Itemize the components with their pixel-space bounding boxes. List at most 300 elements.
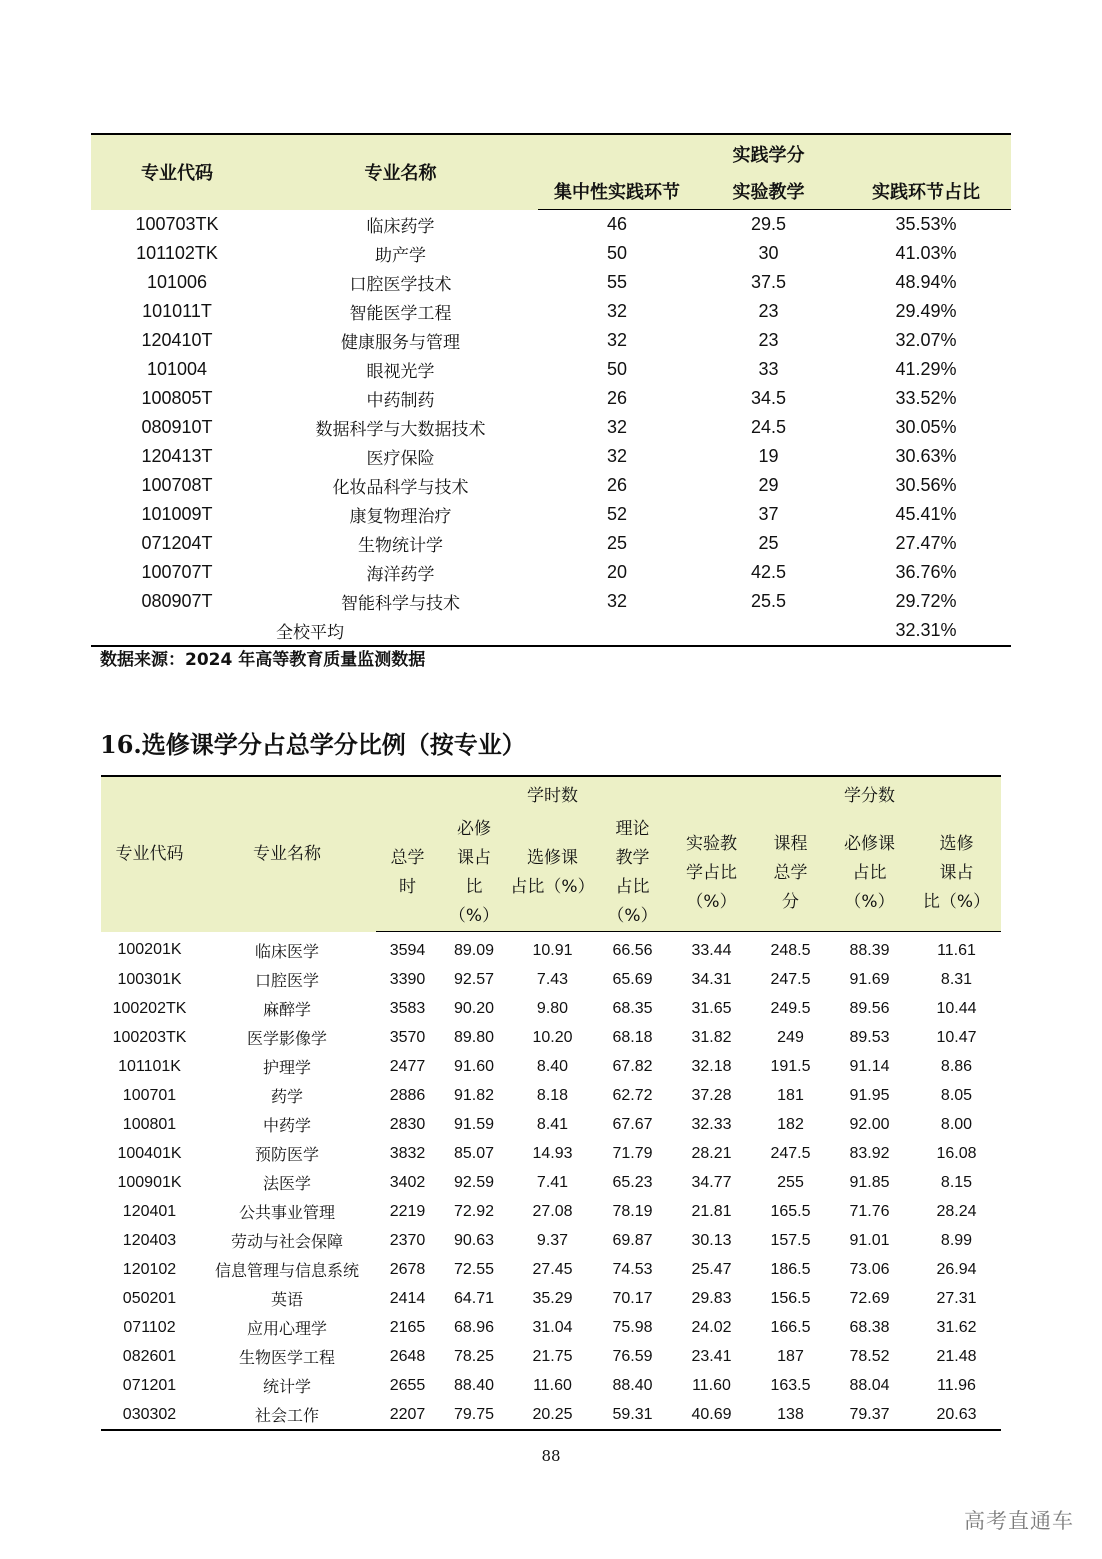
- elective-credit-pct-cell: 27.31: [936, 1289, 977, 1307]
- header-required-hours-pct: [439, 815, 509, 932]
- table-row: [101, 1081, 1001, 1110]
- experiment-pct-cell: 31.82: [691, 1028, 732, 1046]
- required-pct-cell: 68.96: [453, 1318, 495, 1336]
- required-credit-pct-cell: 91.69: [849, 970, 890, 988]
- major-code-cell: 101006: [146, 272, 208, 292]
- code-cell: 120403: [122, 1231, 177, 1249]
- average-row: [91, 616, 1011, 646]
- major-code-cell: 101009T: [141, 504, 213, 524]
- data-source-note: 数据来源：2024 年高等教育质量监测数据: [100, 650, 426, 670]
- table-row: [91, 558, 1011, 587]
- major-code-cell: 100703TK: [135, 213, 219, 234]
- elective-pct-cell: 9.37: [536, 1231, 569, 1249]
- experiment-cell: 29: [758, 475, 779, 495]
- code-cell: 071201: [122, 1376, 177, 1394]
- total-credits-cell: 186.5: [770, 1260, 811, 1278]
- experiment-pct-cell: 33.44: [691, 941, 732, 959]
- required-pct-cell: 89.80: [453, 1028, 495, 1046]
- page-number: 88: [541, 1447, 561, 1465]
- major-name-cell: 眼视光学: [366, 362, 435, 382]
- major-name-cell: 医疗保险: [366, 449, 435, 469]
- experiment-pct-cell: 37.28: [691, 1086, 732, 1104]
- elective-pct-cell: 9.80: [536, 999, 569, 1017]
- name-cell: 临床医学: [254, 941, 319, 961]
- required-credit-pct-cell: 79.37: [849, 1405, 890, 1423]
- theory-pct-cell: 88.40: [612, 1376, 653, 1394]
- ratio-cell: 33.52%: [895, 388, 957, 408]
- header-line: 选修课: [527, 848, 578, 868]
- elective-pct-cell: 27.45: [532, 1260, 573, 1278]
- total-credits-cell: 187: [777, 1347, 804, 1365]
- elective-credit-pct-cell: 8.99: [940, 1231, 973, 1249]
- section-heading: [100, 725, 526, 760]
- table-row: [101, 1052, 1001, 1081]
- required-credit-pct-cell: 83.92: [849, 1144, 890, 1162]
- table-row: [101, 1400, 1001, 1430]
- header-line: 课占: [457, 848, 491, 868]
- required-credit-pct-cell: 91.14: [849, 1057, 890, 1075]
- elective-pct-cell: 8.41: [536, 1115, 569, 1133]
- elective-pct-cell: 27.08: [532, 1202, 573, 1220]
- concentrated-cell: 50: [606, 359, 628, 379]
- experiment-pct-cell: 40.69: [691, 1405, 732, 1423]
- header-experiment-pct: [669, 815, 754, 932]
- experiment-cell: 23: [758, 330, 779, 350]
- experiment-cell: 25.5: [750, 591, 787, 611]
- header-line: 实验教: [686, 833, 737, 854]
- theory-pct-cell: 62.72: [612, 1086, 653, 1104]
- header-line: 课程: [773, 833, 808, 854]
- name-cell: 预防医学: [254, 1145, 319, 1164]
- table-row: [91, 587, 1011, 616]
- table-row: [101, 1226, 1001, 1255]
- name-cell: 护理学: [262, 1058, 311, 1077]
- required-pct-cell: 90.20: [453, 999, 495, 1017]
- table-row: [91, 384, 1011, 413]
- header-total-credits: [754, 815, 827, 932]
- elective-credit-pct-cell: 8.86: [940, 1057, 973, 1075]
- ratio-cell: 36.76%: [895, 562, 957, 582]
- required-credit-pct-cell: 73.06: [849, 1260, 890, 1278]
- elective-pct-cell: 35.29: [532, 1289, 573, 1307]
- code-cell: 120102: [122, 1260, 177, 1278]
- total-credits-cell: 165.5: [770, 1202, 811, 1220]
- major-code-cell: 100707T: [141, 562, 213, 582]
- total-credits-cell: 191.5: [770, 1057, 811, 1075]
- header-line: （%）: [448, 906, 500, 926]
- ratio-cell: 30.05%: [895, 417, 957, 437]
- total-hours-cell: 2219: [389, 1202, 426, 1220]
- ratio-cell: 32.07%: [895, 330, 957, 350]
- code-cell: 100901K: [117, 1173, 182, 1191]
- experiment-pct-cell: 28.21: [691, 1144, 732, 1162]
- name-cell: 法医学: [262, 1174, 311, 1193]
- table-row: [101, 1313, 1001, 1342]
- theory-pct-cell: 70.17: [612, 1289, 653, 1307]
- major-name-cell: 临床药学: [366, 216, 435, 237]
- major-code-cell: 120413T: [141, 446, 213, 466]
- theory-pct-cell: 65.69: [612, 970, 653, 988]
- code-cell: 030302: [122, 1405, 177, 1423]
- ratio-cell: 48.94%: [895, 272, 957, 292]
- header-line: 必修: [457, 819, 491, 839]
- required-pct-cell: 64.71: [453, 1289, 495, 1307]
- elective-credit-pct-cell: 11.61: [937, 941, 976, 959]
- header-major-name: 专业名称: [198, 776, 376, 932]
- header-line: 理论: [615, 819, 650, 839]
- major-code-cell: 120410T: [141, 330, 213, 350]
- experiment-cell: 34.5: [750, 388, 787, 408]
- major-name-cell: 智能科学与技术: [341, 594, 460, 614]
- experiment-cell: 25: [758, 533, 779, 553]
- elective-credit-pct-cell: 20.63: [936, 1405, 977, 1423]
- table-row: [91, 355, 1011, 384]
- required-pct-cell: 91.60: [453, 1057, 495, 1075]
- elective-credit-pct-cell: 10.47: [936, 1028, 977, 1046]
- ratio-cell: 29.49%: [895, 301, 957, 321]
- required-pct-cell: 90.63: [453, 1231, 495, 1249]
- theory-pct-cell: 65.23: [612, 1173, 653, 1191]
- elective-pct-cell: 7.41: [536, 1173, 569, 1191]
- total-hours-cell: 3583: [389, 999, 426, 1017]
- required-credit-pct-cell: 89.53: [849, 1028, 890, 1046]
- table-row: [91, 297, 1011, 326]
- total-hours-cell: 2886: [389, 1086, 426, 1104]
- required-credit-pct-cell: 92.00: [849, 1115, 890, 1133]
- table-row: [101, 1023, 1001, 1052]
- major-name-cell: 康复物理治疗: [349, 507, 452, 527]
- concentrated-cell: 32: [606, 301, 628, 321]
- name-cell: 劳动与社会保障: [230, 1232, 343, 1251]
- table-row: [101, 1168, 1001, 1197]
- required-pct-cell: 92.59: [453, 1173, 495, 1191]
- concentrated-cell: 32: [606, 591, 628, 611]
- experiment-pct-cell: 32.33: [691, 1115, 732, 1133]
- ratio-cell: 45.41%: [895, 504, 957, 524]
- required-pct-cell: 72.55: [453, 1260, 495, 1278]
- major-name-cell: 智能医学工程: [349, 304, 452, 324]
- header-practice-credits: 实践学分: [696, 134, 841, 173]
- major-name-cell: 助产学: [375, 246, 426, 266]
- total-hours-cell: 2477: [389, 1057, 426, 1075]
- total-hours-cell: 3390: [389, 970, 426, 988]
- table-row: [91, 268, 1011, 297]
- elective-pct-cell: 8.18: [536, 1086, 569, 1104]
- theory-pct-cell: 68.35: [612, 999, 653, 1017]
- required-credit-pct-cell: 78.52: [849, 1347, 890, 1365]
- required-pct-cell: 85.07: [453, 1144, 495, 1162]
- concentrated-cell: 50: [606, 243, 628, 263]
- experiment-pct-cell: 25.47: [691, 1260, 732, 1278]
- major-code-cell: 101004: [146, 359, 208, 379]
- required-pct-cell: 78.25: [453, 1347, 495, 1365]
- ratio-cell: 30.63%: [895, 446, 957, 466]
- table-row: [101, 1255, 1001, 1284]
- elective-pct-cell: 14.93: [532, 1144, 573, 1162]
- total-credits-cell: 182: [777, 1115, 804, 1133]
- theory-pct-cell: 67.67: [612, 1115, 653, 1133]
- code-cell: 082601: [122, 1347, 177, 1365]
- experiment-pct-cell: 30.13: [691, 1231, 732, 1249]
- major-code-cell: 071204T: [141, 533, 213, 553]
- total-credits-cell: 247.5: [770, 970, 811, 988]
- code-cell: 100203TK: [112, 1028, 187, 1046]
- theory-pct-cell: 78.19: [612, 1202, 653, 1220]
- ratio-cell: 41.29%: [895, 359, 957, 379]
- theory-pct-cell: 76.59: [612, 1347, 653, 1365]
- experiment-pct-cell: 31.65: [691, 999, 732, 1017]
- ratio-cell: 27.47%: [895, 533, 957, 553]
- code-cell: 071102: [123, 1318, 176, 1336]
- required-pct-cell: 72.92: [453, 1202, 495, 1220]
- table-row: [101, 932, 1001, 966]
- header-line: 占比（%）: [510, 877, 595, 897]
- theory-pct-cell: 71.79: [612, 1144, 653, 1162]
- major-code-cell: 101011T: [142, 301, 212, 321]
- table-row: [91, 326, 1011, 355]
- elective-credits-table: [101, 775, 1001, 1431]
- table-row: [101, 1197, 1001, 1226]
- table-row: [101, 1139, 1001, 1168]
- elective-pct-cell: 20.25: [532, 1405, 573, 1423]
- name-cell: 口腔医学: [254, 971, 319, 990]
- practice-credits-table: [91, 133, 1011, 647]
- experiment-cell: 29.5: [750, 214, 787, 234]
- table-row: [91, 529, 1011, 558]
- total-hours-cell: 2414: [389, 1289, 426, 1307]
- header-concentrated-practice: 集中性实践环节: [538, 173, 696, 210]
- total-credits-cell: 163.5: [770, 1376, 811, 1394]
- name-cell: 生物医学工程: [238, 1348, 335, 1367]
- header-line: 分: [782, 891, 799, 912]
- total-credits-cell: 248.5: [770, 941, 811, 959]
- average-label: 全校平均: [276, 623, 344, 643]
- required-pct-cell: 91.59: [453, 1115, 495, 1133]
- header-major-code: 专业代码: [101, 776, 198, 932]
- table-row: [91, 210, 1011, 240]
- required-credit-pct-cell: 71.76: [849, 1202, 890, 1220]
- code-cell: 100701: [122, 1086, 177, 1104]
- required-pct-cell: 89.09: [453, 941, 495, 959]
- header-elective-credits-pct: [912, 815, 1001, 932]
- total-hours-cell: 3832: [389, 1144, 426, 1162]
- elective-pct-cell: 31.04: [532, 1318, 573, 1336]
- name-cell: 药学: [270, 1087, 303, 1106]
- code-cell: 100301K: [117, 970, 182, 988]
- concentrated-cell: 32: [606, 330, 628, 350]
- header-line: 比（%）: [922, 891, 991, 912]
- experiment-pct-cell: 32.18: [691, 1057, 732, 1075]
- concentrated-cell: 20: [606, 562, 628, 582]
- experiment-cell: 30: [758, 243, 779, 263]
- experiment-cell: 37: [758, 504, 779, 524]
- elective-credit-pct-cell: 10.44: [936, 999, 977, 1017]
- elective-pct-cell: 10.91: [532, 941, 573, 959]
- total-hours-cell: 3594: [389, 941, 426, 959]
- required-pct-cell: 92.57: [453, 970, 495, 988]
- experiment-pct-cell: 34.77: [691, 1173, 732, 1191]
- elective-credit-pct-cell: 8.31: [940, 970, 973, 988]
- header-line: 时: [399, 877, 416, 897]
- header-required-credits-pct: [827, 815, 912, 932]
- name-cell: 社会工作: [254, 1406, 319, 1425]
- required-credit-pct-cell: 91.01: [849, 1231, 890, 1249]
- header-line: （%）: [844, 891, 895, 912]
- required-credit-pct-cell: 68.38: [849, 1318, 890, 1336]
- major-name-cell: 生物统计学: [358, 536, 443, 556]
- concentrated-cell: 46: [606, 214, 628, 234]
- name-cell: 英语: [270, 1290, 303, 1309]
- header-line: 占比: [852, 862, 887, 883]
- elective-pct-cell: 21.75: [532, 1347, 573, 1365]
- total-credits-cell: 247.5: [770, 1144, 811, 1162]
- ratio-cell: 41.03%: [895, 243, 957, 263]
- header-credits-group: 学分数: [827, 776, 912, 815]
- required-credit-pct-cell: 72.69: [849, 1289, 890, 1307]
- header-line: 课占: [939, 862, 974, 883]
- theory-pct-cell: 66.56: [612, 941, 653, 959]
- total-hours-cell: 2370: [389, 1231, 426, 1249]
- elective-credit-pct-cell: 8.00: [940, 1115, 973, 1133]
- total-hours-cell: 2165: [389, 1318, 426, 1336]
- major-name-cell: 健康服务与管理: [341, 333, 460, 353]
- name-cell: 信息管理与信息系统: [214, 1261, 359, 1280]
- required-pct-cell: 79.75: [453, 1405, 495, 1423]
- elective-credit-pct-cell: 11.96: [937, 1376, 976, 1394]
- elective-credit-pct-cell: 8.05: [940, 1086, 973, 1104]
- header-line: 比: [465, 877, 483, 897]
- header-total-hours: [376, 815, 439, 932]
- name-cell: 公共事业管理: [238, 1203, 335, 1222]
- elective-credit-pct-cell: 28.24: [936, 1202, 977, 1220]
- concentrated-cell: 32: [606, 417, 628, 437]
- header-line: 总学: [390, 848, 425, 868]
- header-practice-ratio: 实践环节占比: [841, 173, 1011, 210]
- header-line: 总学: [773, 862, 808, 883]
- concentrated-cell: 32: [606, 446, 628, 466]
- elective-pct-cell: 7.43: [536, 970, 569, 988]
- table-row: [91, 500, 1011, 529]
- experiment-cell: 19: [758, 446, 779, 466]
- section-title-text: 选修课学分占总学分比例（按专业）: [141, 731, 526, 759]
- table-row: [91, 471, 1011, 500]
- header-major-name: 专业名称: [263, 134, 538, 210]
- total-hours-cell: 2207: [389, 1405, 426, 1423]
- average-ratio: 32.31%: [895, 620, 957, 640]
- theory-pct-cell: 67.82: [612, 1057, 653, 1075]
- header-line: （%）: [607, 906, 658, 926]
- name-cell: 医学影像学: [246, 1029, 327, 1048]
- elective-pct-cell: 8.40: [536, 1057, 569, 1075]
- table-row: [101, 965, 1001, 994]
- experiment-cell: 42.5: [750, 562, 787, 582]
- concentrated-cell: 26: [606, 388, 628, 408]
- major-name-cell: 数据科学与大数据技术: [315, 420, 486, 440]
- required-pct-cell: 88.40: [453, 1376, 495, 1394]
- header-elective-hours-pct: [509, 815, 596, 932]
- concentrated-cell: 25: [606, 533, 628, 553]
- required-credit-pct-cell: 89.56: [849, 999, 890, 1017]
- theory-pct-cell: 69.87: [612, 1231, 653, 1249]
- header-line: （%）: [686, 891, 737, 912]
- experiment-pct-cell: 34.31: [691, 970, 732, 988]
- experiment-pct-cell: 23.41: [691, 1347, 732, 1365]
- theory-pct-cell: 59.31: [612, 1405, 653, 1423]
- total-hours-cell: 3402: [389, 1173, 426, 1191]
- major-code-cell: 080907T: [141, 591, 213, 611]
- name-cell: 中药学: [262, 1116, 311, 1135]
- theory-pct-cell: 75.98: [612, 1318, 653, 1336]
- experiment-cell: 33: [758, 359, 779, 379]
- total-credits-cell: 181: [777, 1086, 804, 1104]
- header-theory-pct: [596, 815, 669, 932]
- header-line: 教学: [615, 848, 650, 868]
- concentrated-cell: 55: [606, 272, 628, 292]
- theory-pct-cell: 74.53: [612, 1260, 653, 1278]
- elective-credit-pct-cell: 16.08: [936, 1144, 977, 1162]
- total-credits-cell: 166.5: [770, 1318, 811, 1336]
- required-credit-pct-cell: 91.85: [849, 1173, 890, 1191]
- total-credits-cell: 157.5: [770, 1231, 811, 1249]
- major-code-cell: 101102TK: [136, 243, 218, 263]
- code-cell: 101101K: [118, 1057, 181, 1075]
- major-name-cell: 口腔医学技术: [349, 275, 452, 295]
- ratio-cell: 35.53%: [895, 214, 957, 234]
- experiment-pct-cell: 24.02: [691, 1318, 732, 1336]
- experiment-cell: 37.5: [750, 272, 787, 292]
- elective-credit-pct-cell: 31.62: [936, 1318, 977, 1336]
- experiment-pct-cell: 21.81: [691, 1202, 732, 1220]
- experiment-pct-cell: 29.83: [691, 1289, 732, 1307]
- major-code-cell: 100708T: [141, 475, 213, 495]
- required-credit-pct-cell: 88.04: [849, 1376, 890, 1394]
- header-line: 必修课: [844, 833, 895, 854]
- elective-credit-pct-cell: 26.94: [936, 1260, 977, 1278]
- header-experiment-teaching: 实验教学: [696, 173, 841, 210]
- major-name-cell: 化妆品科学与技术: [332, 478, 469, 498]
- section-number: 16.: [100, 730, 142, 759]
- table-row: [101, 1371, 1001, 1400]
- total-hours-cell: 2655: [389, 1376, 426, 1394]
- total-hours-cell: 2678: [389, 1260, 426, 1278]
- table-row: [91, 413, 1011, 442]
- concentrated-cell: 52: [606, 504, 628, 524]
- major-name-cell: 中药制药: [366, 391, 435, 411]
- header-major-code: 专业代码: [91, 134, 263, 210]
- total-hours-cell: 2830: [389, 1115, 426, 1133]
- ratio-cell: 30.56%: [895, 475, 957, 495]
- header-line: 选修: [939, 833, 974, 854]
- total-credits-cell: 156.5: [770, 1289, 811, 1307]
- code-cell: 100202TK: [112, 999, 187, 1017]
- total-credits-cell: 249: [777, 1028, 804, 1046]
- concentrated-cell: 26: [606, 475, 628, 495]
- code-cell: 100401K: [117, 1144, 182, 1162]
- total-credits-cell: 249.5: [770, 999, 811, 1017]
- experiment-cell: 24.5: [750, 417, 787, 437]
- total-hours-cell: 3570: [389, 1028, 426, 1046]
- major-name-cell: 海洋药学: [366, 565, 435, 585]
- code-cell: 100801: [122, 1115, 177, 1133]
- name-cell: 应用心理学: [246, 1319, 327, 1338]
- code-cell: 120401: [122, 1202, 177, 1220]
- watermark-text: 高考直通车: [964, 1509, 1074, 1533]
- table-row: [91, 442, 1011, 471]
- total-credits-cell: 255: [777, 1173, 804, 1191]
- table-row: [91, 239, 1011, 268]
- name-cell: 统计学: [262, 1377, 311, 1396]
- table-row: [101, 1110, 1001, 1139]
